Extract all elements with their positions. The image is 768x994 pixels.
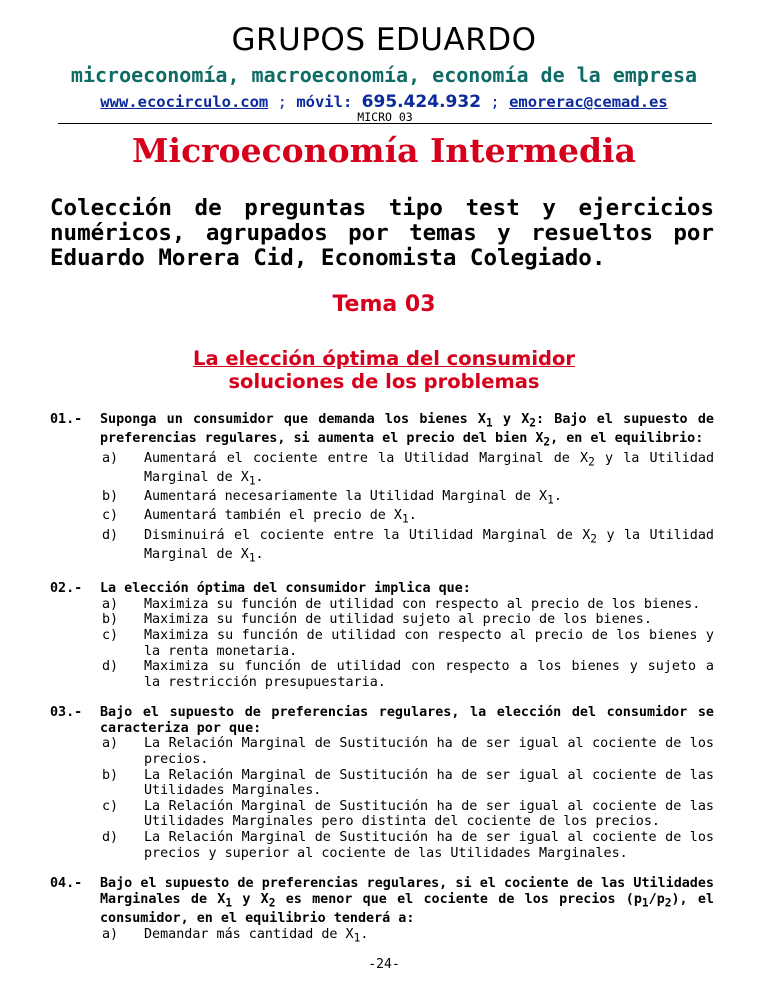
answer-option	[100, 597, 714, 613]
answer-option	[100, 830, 714, 861]
question-stem: Bajo el supuesto de preferencias regulares, si el cociente de las Utilidades Marginales de $X_1$ y $X_2$ es menor que el cociente de los precios $(p_1/p_2)$, el consumidor, en el equilibrio tenderá a:	[100, 876, 714, 927]
option-label: b)	[102, 489, 119, 505]
question-stem: La elección óptima del consumidor implica que:	[100, 581, 471, 597]
option-text: Disminuirá el cociente entre la Utilidad Marginal de $X_2$ y la Utilidad Marginal de $X_1$.	[144, 527, 714, 565]
subtitle-line-2: soluciones de los problemas	[228, 370, 540, 393]
option-label: d)	[102, 527, 119, 543]
answer-option	[100, 508, 714, 527]
document-title: Microeconomía Intermedia	[132, 131, 636, 170]
email-link[interactable]: emorerac@cemad.es	[509, 93, 668, 111]
option-text: La Relación Marginal de Sustitución ha de ser igual al cociente de las Utilidades Marginales pero distinta del cociente de los precios.	[144, 798, 714, 830]
intro-paragraph: Colección de preguntas tipo test y ejercicios numéricos, agrupados por temas y resueltos por Eduardo Morera Cid, Economista Colegiado.	[50, 195, 714, 271]
question-list	[50, 412, 714, 961]
answer-option	[100, 799, 714, 830]
question-03	[50, 705, 714, 861]
answer-option	[100, 927, 714, 946]
brand-tagline: microeconomía, macroeconomía, economía de la empresa	[70, 63, 698, 87]
answer-option	[100, 628, 714, 659]
option-text: Aumentará necesariamente la Utilidad Marginal de $X_1$.	[144, 489, 562, 507]
separator: ;	[490, 93, 500, 111]
option-text: Aumentará también el precio de $X_1$.	[144, 508, 417, 526]
brand-name: GRUPOS EDUARDO	[231, 22, 537, 58]
website-link[interactable]: www.ecocirculo.com	[100, 93, 269, 111]
answer-option	[100, 528, 714, 567]
option-text: Maximiza su función de utilidad con respecto a los bienes y sujeto a la restricción presupuestaria.	[144, 659, 714, 690]
option-text: Maximiza su función de utilidad con respecto al precio de los bienes y la renta monetaria.	[144, 627, 714, 659]
option-label: a)	[102, 450, 119, 466]
question-number: 02.-	[50, 581, 83, 597]
document-code: MICRO 03	[357, 110, 413, 124]
section-subtitle	[0, 347, 768, 393]
option-text: Demandar más cantidad de $X_1$.	[144, 926, 369, 945]
option-text: La Relación Marginal de Sustitución ha de ser igual al cociente de los precios y superior al cociente de las Utilidades Marginales.	[144, 830, 714, 861]
option-text: Maximiza su función de utilidad con respecto al precio de los bienes.	[144, 596, 701, 612]
option-label: c)	[102, 508, 119, 524]
option-label: d)	[102, 830, 119, 846]
answer-option	[100, 451, 714, 490]
option-text: La Relación Marginal de Sustitución ha de ser igual al cociente de los precios.	[144, 736, 714, 768]
question-04	[50, 876, 714, 946]
answer-option	[100, 736, 714, 767]
subtitle-line-1: La elección óptima del consumidor	[193, 347, 575, 370]
option-label: a)	[102, 596, 119, 612]
answer-option	[100, 489, 714, 508]
page-number: -24-	[368, 957, 400, 972]
header-rule	[58, 109, 712, 123]
answer-option	[100, 768, 714, 799]
option-label: a)	[102, 926, 119, 942]
option-label: c)	[102, 627, 119, 643]
question-stem: Bajo el supuesto de preferencias regulares, la elección del consumidor se caracteriza por que:	[100, 705, 714, 736]
question-01	[50, 412, 714, 566]
question-02	[50, 581, 714, 690]
question-number: 04.-	[50, 876, 83, 892]
option-label: d)	[102, 659, 119, 675]
option-label: b)	[102, 767, 119, 783]
option-text: Maximiza su función de utilidad sujeto al precio de los bienes.	[144, 612, 652, 628]
separator: ;	[277, 93, 287, 111]
answer-option	[100, 612, 714, 628]
question-stem: Suponga un consumidor que demanda los bienes $X_1$ y $X_2$: Bajo el supuesto de preferencias regulares, si aumenta el precio del bien $X_2$, en el equilibrio:	[100, 412, 714, 449]
option-text: La Relación Marginal de Sustitución ha de ser igual al cociente de las Utilidades Marginales.	[144, 767, 714, 799]
question-number: 01.-	[50, 412, 83, 427]
option-text: Aumentará el cociente entre la Utilidad Marginal de $X_2$ y la Utilidad Marginal de $X_1$.	[144, 450, 715, 488]
phone-number: 695.424.932	[361, 92, 482, 112]
option-label: b)	[102, 612, 119, 628]
mobile-label: móvil:	[296, 93, 353, 111]
answer-option	[100, 659, 714, 690]
section-label: Tema 03	[332, 292, 436, 317]
option-label: a)	[102, 736, 119, 752]
option-label: c)	[102, 798, 119, 814]
question-number: 03.-	[50, 705, 83, 721]
